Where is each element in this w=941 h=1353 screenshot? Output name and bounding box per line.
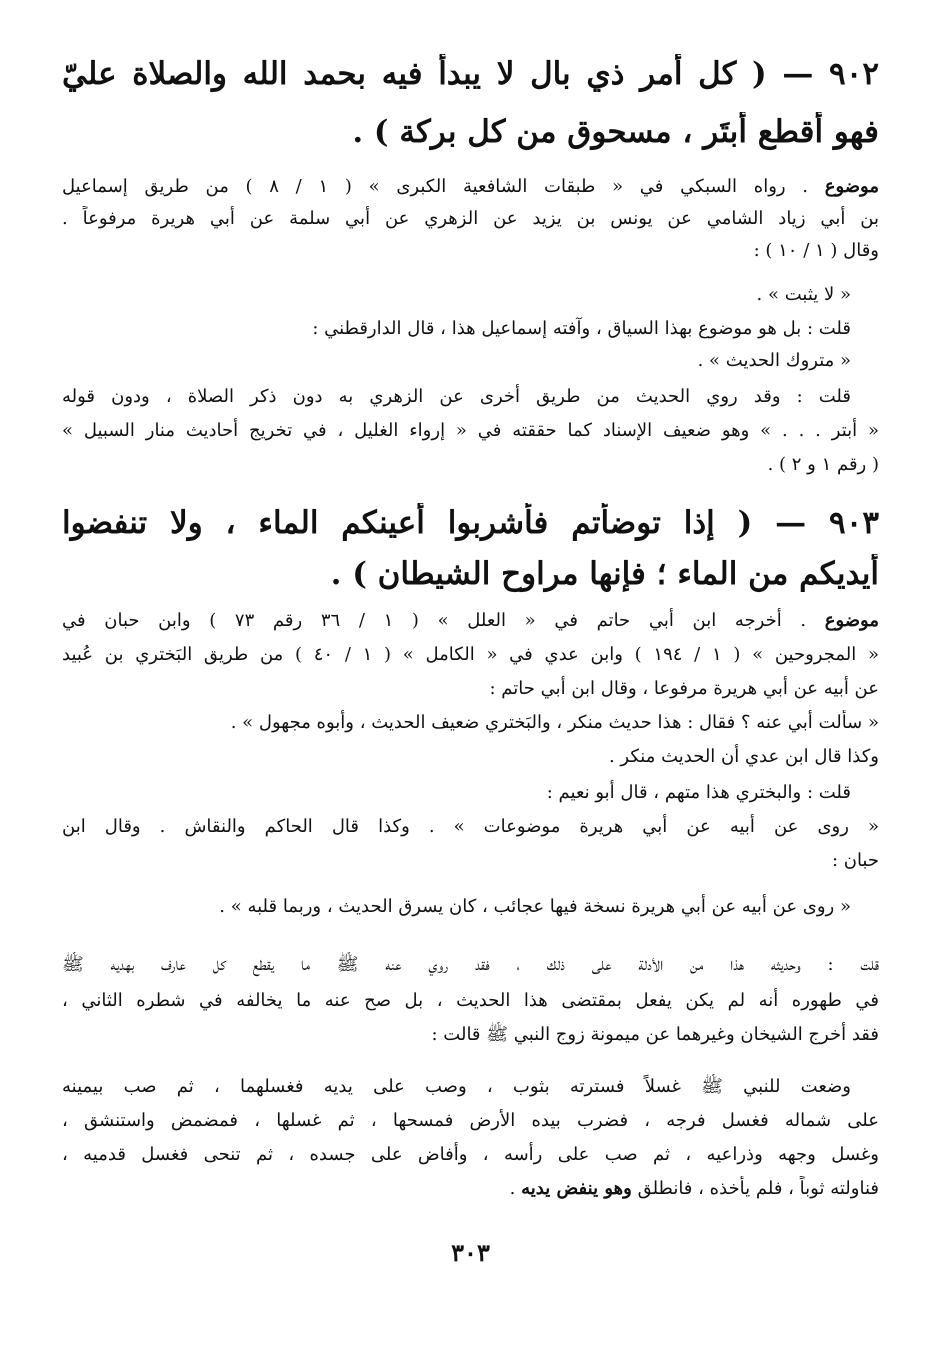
hadith-902-line-1: ٩٠٢ — ( كل أمر ذي بال لا يبدأ فيه بحمد الله والصلاة عليّ — [62, 56, 879, 92]
paragraph-903-line-3: عن أبيه عن أبي هريرة مرفوعا ، وقال ابن أبي حاتم : — [489, 678, 879, 699]
paragraph-902-line-7: قلت : وقد روي الحديث من طريق أخرى عن الزهري به دون ذكر الصلاة ، ودون قوله — [62, 386, 851, 407]
paragraph-903-line-12: فقد أخرج الشيخان وغيرهما عن ميمونة زوج النبي ﷺ قالت : — [431, 1024, 879, 1045]
paragraph-903-line-13: وضعت للنبي ﷺ غسلاً فسترته بثوب ، وصب على يديه فغسلهما ، ثم صب بيمينه — [62, 1076, 851, 1097]
paragraph-902-line-2: بن أبي زياد الشامي عن يونس بن يزيد عن الزهري عن أبي سلمة عن أبي هريرة مرفوعاً . — [62, 208, 879, 229]
paragraph-902-line-1-text: . رواه السبكي في « طبقات الشافعية الكبرى » ( ١ / ٨ ) من طريق إسماعيل — [62, 176, 825, 197]
paragraph-903-line-1-text: . أخرجه ابن أبي حاتم في « العلل » ( ١ / ٣٦ رقم ٧٣ ) وابن حبان في — [62, 610, 825, 631]
emphasis-text: وهو ينفض يديه — [521, 1178, 632, 1199]
paragraph-903-line-11: في طهوره أنه لم يكن يفعل بمقتضى هذا الحديث ، بل صح عنه ما يخالفه في شطره الثاني ، — [62, 990, 879, 1011]
verdict-label: موضوع — [824, 176, 879, 197]
paragraph-903-line-4: « سألت أبي عنه ؟ فقال : هذا حديث منكر ، والبَختري ضعيف الحديث ، وأبوه مجهول » . — [230, 712, 879, 733]
paragraph-903-line-5: وكذا قال ابن عدي أن الحديث منكر . — [608, 746, 879, 767]
paragraph-902-line-8: « أبتر . . . » وهو ضعيف الإسناد كما حققته في « إرواء الغليل ، في تخريج أحاديث منار السبيل » — [62, 420, 879, 441]
quote-902-2: « متروك الحديث » . — [697, 350, 851, 371]
paragraph-903-line-6: قلت : والبختري هذا متهم ، قال أبو نعيم : — [546, 782, 851, 803]
paragraph-903-line-7: « روى عن أبيه عن أبي هريرة موضوعات » . وكذا قال الحاكم والنقاش . وقال ابن — [62, 816, 879, 837]
paragraph-903-line-1 — [62, 608, 879, 634]
paragraph-903-line-16-c: . — [509, 1178, 522, 1199]
paragraph-902-line-9: ( رقم ١ و ٢ ) . — [767, 454, 879, 475]
paragraph-903-line-14: على شماله فغسل فرجه ، فضرب بيده الأرض فمسحها ، ثم غسلها ، فمضمض واستنشق ، — [62, 1110, 879, 1131]
hadith-902-line-2: فهو أقطع أبتَر ، مسحوق من كل بركة ) . — [352, 114, 879, 150]
paragraph-903-line-16 — [62, 1176, 879, 1202]
paragraph-903-line-15: وغسل وجهه وذراعيه ، ثم صب على رأسه ، وأفاض على جسده ، ثم تنحى فغسل قدميه ، — [62, 1144, 879, 1165]
paragraph-902-line-3: وقال ( ١ / ١٠ ) : — [753, 240, 879, 261]
page-number: ٣٠٣ — [451, 1238, 490, 1267]
verdict-label: موضوع — [824, 610, 879, 631]
paragraph-903-line-16-a: فناولته ثوباً ، فلم يأخذه ، فانطلق — [631, 1178, 879, 1199]
hadith-903-line-1: ٩٠٣ — ( إذا توضأتم فأشربوا أعينكم الماء ، ولا تنفضوا — [62, 505, 879, 541]
paragraph-902-line-5: قلت : بل هو موضوع بهذا السياق ، وآفته إسماعيل هذا ، قال الدارقطني : — [312, 318, 851, 339]
hadith-903-line-2: أيديكم من الماء ؛ فإنها مراوح الشيطان ) . — [330, 556, 879, 592]
paragraph-903-line-2: « المجروحين » ( ١ / ١٩٤ ) وابن عدي في « الكامل » ( ١ / ٤٠ ) من طريق البَختري بن عُبيد — [62, 644, 879, 665]
paragraph-902-line-1 — [62, 174, 879, 200]
paragraph-903-line-10: قلت : وحديثه هذا من الأدلة على ذلك ، فقد روي عنه ﷺ ما يقطع كل عارف بهديه ﷺ — [62, 954, 879, 975]
quote-903-ibn-hibban: « روى عن أبيه عن أبي هريرة نسخة فيها عجائب ، كان يسرق الحديث ، وربما قلبه » . — [219, 896, 851, 917]
paragraph-903-line-8: حبان : — [831, 850, 879, 871]
quote-902-1: « لا يثبت » . — [756, 284, 851, 305]
